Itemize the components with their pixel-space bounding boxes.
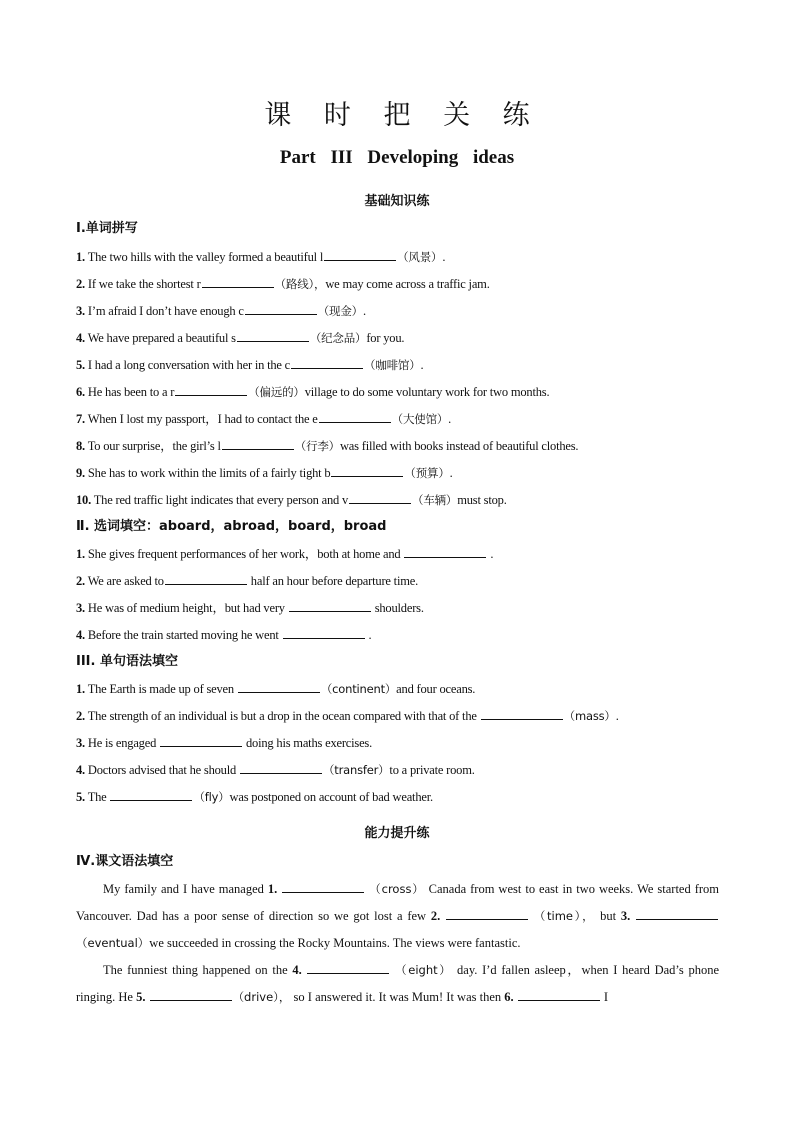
chinese-hint: （纪念品） [309, 331, 367, 345]
question-text: We are asked to [87, 574, 164, 588]
answer-blank[interactable] [307, 960, 389, 974]
question-text: We have prepared a beautiful s [87, 331, 236, 345]
passage-text: but [600, 909, 621, 923]
question-number: 2. [76, 709, 85, 723]
answer-blank[interactable] [110, 787, 192, 801]
answer-blank[interactable] [324, 247, 396, 261]
question-text: She has to work within the limits of a fairly tight b [87, 466, 331, 480]
question-text: was filled with books instead of beautiful clothes. [339, 439, 579, 453]
part4-heading: Ⅳ.课文语法填空 [76, 854, 174, 869]
answer-blank[interactable] [202, 274, 274, 288]
question-text: He was of medium height，but had very [87, 601, 288, 615]
question-item [76, 301, 726, 321]
question-text: was postponed on account of bad weather. [229, 790, 433, 804]
passage-paragraph-1 [76, 876, 719, 957]
question-text: shoulders. [374, 601, 424, 615]
answer-blank[interactable] [349, 490, 411, 504]
hint-word: （time）， [533, 909, 596, 923]
question-item [76, 328, 726, 348]
question-text: . [448, 412, 452, 426]
question-text: He has been to a r [87, 385, 175, 399]
chinese-hint: （现金） [317, 304, 363, 318]
answer-blank[interactable] [331, 463, 403, 477]
question-item [76, 544, 726, 564]
answer-blank[interactable] [222, 436, 294, 450]
answer-blank[interactable] [289, 598, 371, 612]
hint-word: （eight） [395, 963, 453, 977]
question-item [76, 625, 726, 645]
question-item [76, 490, 726, 510]
passage-text: so I answered it. It was Mum! It was then [293, 990, 505, 1004]
answer-blank[interactable] [404, 544, 486, 558]
question-item [76, 679, 726, 699]
question-text: for you. [366, 331, 405, 345]
question-text: . [615, 709, 619, 723]
question-text: The Earth is made up of seven [87, 682, 237, 696]
question-text: He is engaged [87, 736, 160, 750]
question-number: 2. [76, 277, 85, 291]
answer-blank[interactable] [165, 571, 247, 585]
page-subtitle: Part III Developing ideas [279, 147, 515, 168]
question-text: . [368, 628, 372, 642]
question-text: and four oceans. [396, 682, 476, 696]
question-text: . [362, 304, 366, 318]
answer-blank[interactable] [283, 625, 365, 639]
question-text: When I lost my passport，I had to contact the e [87, 412, 318, 426]
question-number: 1. [76, 547, 85, 561]
hint-word: （eventual） [76, 936, 150, 950]
question-item [76, 382, 726, 402]
grammar-hint: （transfer） [323, 763, 390, 777]
question-item [76, 355, 726, 375]
passage-text: The funniest thing happened on the [103, 963, 293, 977]
part1-heading: Ⅰ.单词拼写 [76, 221, 138, 236]
question-text: we may come across a traffic jam. [325, 277, 490, 291]
question-number: 9. [76, 466, 85, 480]
question-text: village to do some voluntary work for two months. [304, 385, 550, 399]
answer-blank[interactable] [237, 328, 309, 342]
question-text: If we take the shortest r [87, 277, 201, 291]
passage-text: My family and I have managed [103, 882, 268, 896]
answer-blank[interactable] [518, 987, 600, 1001]
answer-blank[interactable] [446, 906, 528, 920]
blank-number: 4. [292, 963, 302, 977]
question-number: 7. [76, 412, 85, 426]
question-text: half an hour before departure time. [250, 574, 419, 588]
question-text: . [420, 358, 424, 372]
question-item [76, 760, 726, 780]
question-text: . [442, 250, 446, 264]
answer-blank[interactable] [238, 679, 320, 693]
passage-paragraph-2 [76, 957, 719, 1011]
answer-blank[interactable] [160, 733, 242, 747]
question-text: The red traffic light indicates that every person and v [93, 493, 349, 507]
question-item [76, 247, 726, 267]
part3-heading: III. 单句语法填空 [76, 654, 178, 669]
basic-section-heading: 基础知识练 [364, 194, 430, 209]
question-item [76, 787, 726, 807]
question-item [76, 598, 726, 618]
question-text: . [490, 547, 494, 561]
question-text: The strength of an individual is but a drop in the ocean compared with that of the [87, 709, 480, 723]
question-number: 5. [76, 358, 85, 372]
question-item [76, 463, 726, 483]
question-number: 8. [76, 439, 85, 453]
question-text: The [87, 790, 110, 804]
question-item [76, 571, 726, 591]
question-number: 6. [76, 385, 85, 399]
chinese-hint: （路线）， [274, 277, 326, 291]
question-number: 4. [76, 331, 85, 345]
passage-text: I [603, 990, 609, 1004]
passage-text: we succeeded in crossing the Rocky Mountains. The views were fantastic. [149, 936, 521, 950]
question-item [76, 436, 726, 456]
blank-number: 6. [504, 990, 514, 1004]
question-number: 3. [76, 736, 85, 750]
blank-number: 1. [267, 882, 278, 896]
question-item [76, 274, 726, 294]
question-text: must stop. [457, 493, 507, 507]
answer-blank[interactable] [282, 879, 364, 893]
question-text: She gives frequent performances of her work，both at home and [87, 547, 404, 561]
passage-text: day. I’d fallen asleep，when I heard Dad’s phone ringing. He [76, 963, 720, 1004]
chinese-hint: （大使馆） [391, 412, 449, 426]
question-number: 5. [76, 790, 85, 804]
chinese-hint: （咖啡馆） [364, 358, 421, 372]
question-text: I’m afraid I don’t have enough c [87, 304, 244, 318]
answer-blank[interactable] [240, 760, 322, 774]
answer-blank[interactable] [175, 382, 247, 396]
grammar-hint: （continent） [320, 682, 397, 696]
question-text: The two hills with the valley formed a beautiful l [87, 250, 324, 264]
question-item [76, 733, 726, 753]
question-number: 3. [76, 601, 85, 615]
question-number: 10. [76, 493, 92, 507]
hint-word: （cross） [369, 882, 425, 896]
blank-number: 5. [136, 990, 146, 1004]
passage-text: Canada from west to east in two weeks. We started from Vancouver. Dad has a poor sense of direction so we got lost a few [76, 882, 720, 923]
question-text: to a private room. [389, 763, 475, 777]
question-number: 1. [76, 682, 85, 696]
question-item [76, 409, 726, 429]
question-text: To our surprise，the girl’s l [87, 439, 221, 453]
answer-blank[interactable] [291, 355, 363, 369]
question-number: 1. [76, 250, 85, 264]
advanced-section-heading: 能力提升练 [364, 826, 430, 841]
chinese-hint: （车辆） [412, 493, 458, 507]
answer-blank[interactable] [636, 906, 718, 920]
hint-word: （drive）， [232, 990, 291, 1004]
question-text: I had a long conversation with her in the c [87, 358, 291, 372]
blank-number: 2. [430, 909, 441, 923]
blank-number: 3. [620, 909, 631, 923]
chinese-hint: （风景） [397, 250, 443, 264]
grammar-hint: （fly） [193, 790, 230, 804]
answer-blank[interactable] [245, 301, 317, 315]
question-text: Doctors advised that he should [87, 763, 239, 777]
question-item [76, 706, 726, 726]
chinese-hint: （行李） [294, 439, 340, 453]
grammar-hint: （mass） [563, 709, 616, 723]
question-number: 3. [76, 304, 85, 318]
question-text: Before the train started moving he went [87, 628, 282, 642]
question-number: 4. [76, 763, 85, 777]
question-text: doing his maths exercises. [246, 736, 373, 750]
answer-blank[interactable] [319, 409, 391, 423]
question-number: 4. [76, 628, 85, 642]
page-title: 课 时 把 关 练 [264, 100, 542, 131]
chinese-hint: （偏远的） [248, 385, 305, 399]
question-text: . [449, 466, 453, 480]
chinese-hint: （预算） [404, 466, 450, 480]
question-number: 2. [76, 574, 85, 588]
part2-heading: Ⅱ. 选词填空：aboard，abroad，board，broad [76, 519, 387, 534]
answer-blank[interactable] [150, 987, 232, 1001]
answer-blank[interactable] [481, 706, 563, 720]
